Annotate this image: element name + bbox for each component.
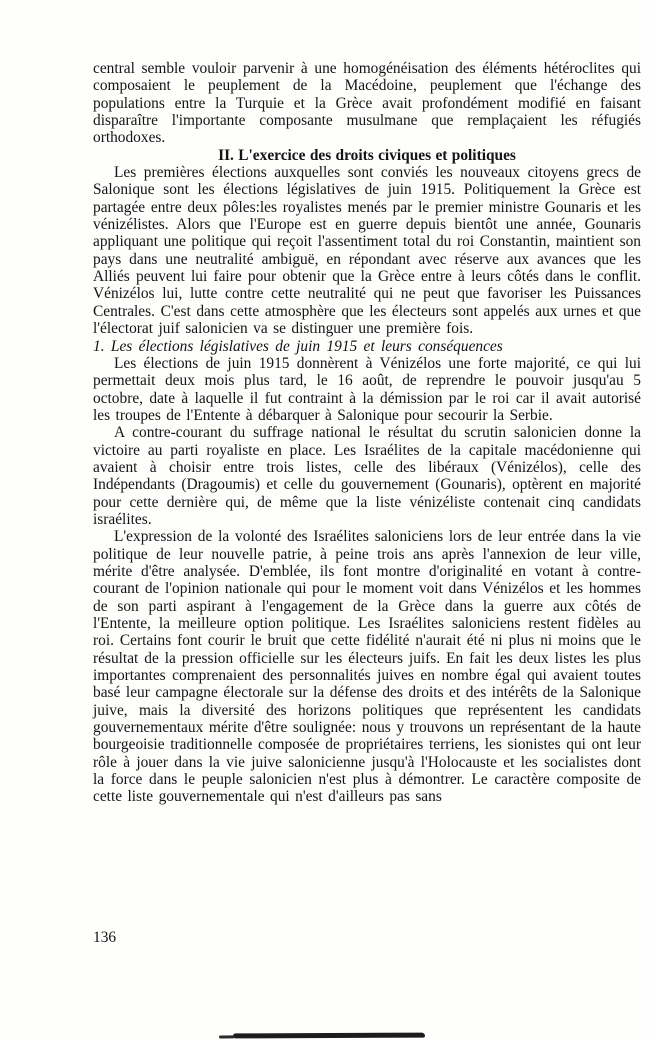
- page-body: [93, 60, 641, 806]
- section-heading: II. L'exercice des droits civiques et politiques: [218, 146, 516, 164]
- paragraph: A contre-courant du suffrage national le résultat du scrutin salonicien donne la victoire au parti royaliste en place. Les Israélites de la capitale macédonienne qui avaient à choisir entre trois listes, celle des libéraux (Vénizélos), celle des Indépendants (Dragoumis) et celle du gouvernement (Gounaris), optèrent en majorité pour cette dernière qui, de même que la liste vénizéliste contenait cinq candidats israélites.: [93, 424, 641, 528]
- scan-artifact: [233, 1033, 425, 1039]
- paragraph: Les élections de juin 1915 donnèrent à Vénizélos une forte majorité, ce qui lui permettait deux mois plus tard, le 16 août, de reprendre le pouvoir jusqu'au 5 octobre, date à laquelle il fut contraint à la démission par le roi car il avait autorisé les troupes de l'Entente à débarquer à Salonique pour secourir la Serbie.: [93, 354, 641, 424]
- paragraph: Les premières élections auxquelles sont conviés les nouveaux citoyens grecs de Salonique sont les élections législatives de juin 1915. Politiquement la Grèce est partagée entre deux pôles:les royalistes menés par le premier ministre Gounaris et les vénizélistes. Alors que l'Europe est en guerre depuis bientôt une année, Gounaris appliquant une politique qui reçoit l'assentiment total du roi Constantin, maintient son pays dans une neutralité ambiguë, en répondant avec réserve aux avances que les Alliés peuvent lui faire pour obtenir que la Grèce entre à leurs côtés dans le conflit. Vénizélos lui, lutte contre cette neutralité qui ne peut que favoriser les Puissances Centrales. C'est dans cette atmosphère que les électeurs sont appelés aux urnes et que l'électorat juif salonicien va se distinguer une première fois.: [93, 164, 641, 338]
- paragraph: L'expression de la volonté des Israélites saloniciens lors de leur entrée dans la vie politique de leur nouvelle patrie, à peine trois ans après l'annexion de leur ville, mérite d'être analysée. D'emblée, ils font montre d'originalité en votant à contre-courant de l'opinion nationale qui pour le moment voit dans Vénizélos et les hommes de son parti aspirant à l'engagement de la Grèce dans la guerre aux côtés de l'Entente, la meilleure option politique. Les Israélites saloniciens restent fidèles au roi. Certains font courir le bruit que cette fidélité n'aurait été ni plus ni moins que le résultat de la pression officielle sur les électeurs juifs. En fait les deux listes les plus importantes comprenaient des personnalités juives en nombre égal qui avaient toutes basé leur campagne électorale sur la défense des droits et des intérêts de la Salonique juive, mais la diversité des horizons politiques que représentent les candidats gouvernementaux mérite d'être soulignée: nous y trouvons un représentant de la haute bourgeoisie traditionnelle composée de propriétaires terriens, les sionistes qui ont leur rôle à jouer dans la vie juive salonicienne jusqu'à l'Holocauste et les socialistes dont la force dans le peuple salonicien n'est plus à démontrer. Le caractère composite de cette liste gouvernementale qui n'est d'ailleurs pas sans: [93, 528, 641, 806]
- subsection-heading: 1. Les élections législatives de juin 1915 et leurs conséquences: [93, 337, 503, 355]
- page-number: 136: [93, 929, 117, 946]
- paragraph-continuation: central semble vouloir parvenir à une homogénéisation des éléments hétéroclites qui composaient le peuplement de la Macédoine, peuplement que l'échange des populations entre la Turquie et la Grèce avait profondément modifié en faisant disparaître l'importante composante musulmane que remplaçaient les réfugiés orthodoxes.: [93, 60, 641, 147]
